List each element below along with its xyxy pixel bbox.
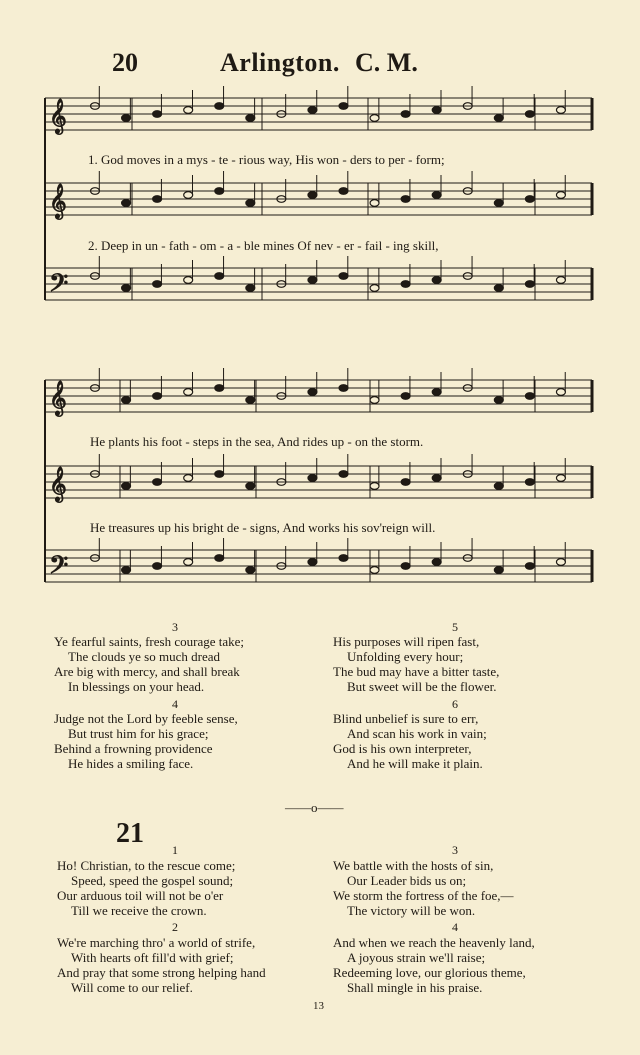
verse-line: Blind unbelief is sure to err, [333,711,479,726]
note-head [494,115,503,122]
note-head [525,281,534,288]
note-head [122,483,131,490]
verse-line: Redeeming love, our glorious theme, [333,965,526,980]
stanza-4 [54,711,238,771]
note-head [246,483,255,490]
note-head [246,567,255,574]
note-head [153,196,162,203]
note-head [525,563,534,570]
verse-line: Unfolding every hour; [347,649,464,664]
verse-line: We battle with the hosts of sin, [333,858,494,873]
note-head [432,559,441,566]
note-head [525,111,534,118]
note-head [525,479,534,486]
stanza-number: 3 [172,620,178,634]
verse-line: We're marching thro' a world of strife, [57,935,256,950]
note-head [153,479,162,486]
note-head [370,115,379,122]
clef-icon: 𝄞 [49,467,67,502]
note-head [153,393,162,400]
lyric-line-1: 1. God moves in a mys - te - rious way, His won - ders to per - form; [88,152,445,167]
note-head [339,103,348,110]
note-head [308,475,317,482]
hymn-number: 20 [112,48,138,77]
note-head [246,397,255,404]
verse-line: And he will make it plain. [347,756,483,771]
lyric-line-2: 2. Deep in un - fath - om - a - ble mines Of nev - er - fail - ing skill, [88,238,439,253]
note-head [339,188,348,195]
note-head [308,389,317,396]
stanza-3 [333,858,514,918]
verse-line: And when we reach the heavenly land, [333,935,535,950]
note-head [246,200,255,207]
note-head [308,107,317,114]
note-head [184,277,193,284]
note-head [184,107,193,114]
verse-line: The bud may have a bitter taste, [333,664,500,679]
verse-line: Are big with mercy, and shall break [54,664,240,679]
clef-icon: 𝄞 [49,184,67,219]
note-head [494,483,503,490]
verse-line: The clouds ye so much dread [68,649,220,664]
stanza-4 [333,935,535,995]
note-head [432,475,441,482]
section-divider: ——o—— [285,800,344,815]
note-head [153,563,162,570]
verse-line: God is his own interpreter, [333,741,472,756]
note-head [246,285,255,292]
note-head [370,483,379,490]
verse-line: Behind a frowning providence [54,741,213,756]
note-head [494,567,503,574]
hymn-21-number: 21 [116,818,144,849]
note-head [432,107,441,114]
stanza-3 [54,634,244,694]
note-head [122,115,131,122]
note-head [401,479,410,486]
verse-line: Our Leader bids us on; [347,873,467,888]
verse-line: Will come to our relief. [71,980,193,995]
note-head [215,188,224,195]
stanza-number: 4 [172,697,178,711]
verse-line: Speed, speed the gospel sound; [71,873,234,888]
note-head [122,285,131,292]
note-head [401,393,410,400]
stanza-number: 2 [172,920,178,934]
verse-line: Ye fearful saints, fresh courage take; [54,634,244,649]
note-head [556,192,565,199]
stanza-6 [333,711,487,771]
note-head [401,111,410,118]
stanza-1 [57,858,235,918]
verse-line: Till we receive the crown. [71,903,207,918]
verse-line: A joyous strain we'll raise; [347,950,486,965]
hymn-title: Arlington. [220,48,340,77]
note-head [556,475,565,482]
lyric-line-3: He plants his foot - steps in the sea, And rides up - on the storm. [90,434,424,449]
note-head [215,555,224,562]
note-head [308,192,317,199]
note-head [184,192,193,199]
verse-line: Judge not the Lord by feeble sense, [54,711,238,726]
verse-line: His purposes will ripen fast, [333,634,480,649]
note-head [556,277,565,284]
note-head [339,385,348,392]
note-head [246,115,255,122]
stanza-2 [57,935,266,995]
note-head [494,200,503,207]
verse-line: Our arduous toil will not be o'er [57,888,224,903]
note-head [556,559,565,566]
note-head [556,107,565,114]
note-head [494,285,503,292]
stanza-number: 3 [452,843,458,857]
note-head [401,281,410,288]
note-head [556,389,565,396]
note-head [122,567,131,574]
note-head [432,277,441,284]
note-head [153,281,162,288]
clef-icon: 𝄢 [49,269,69,304]
stanza-number: 4 [452,920,458,934]
note-head [525,393,534,400]
note-head [215,273,224,280]
note-head [432,389,441,396]
clef-icon: 𝄢 [49,551,69,586]
note-head [122,200,131,207]
verse-line: And pray that some strong helping hand [57,965,266,980]
verse-line: But trust him for his grace; [68,726,209,741]
note-head [308,277,317,284]
note-head [122,397,131,404]
note-head [401,563,410,570]
page-number: 13 [313,1000,324,1012]
hymn-meter: C. M. [355,48,418,77]
note-head [370,567,379,574]
verse-line: He hides a smiling face. [68,756,194,771]
note-head [432,192,441,199]
clef-icon: 𝄞 [49,381,67,416]
note-head [339,555,348,562]
verse-line: In blessings on your head. [68,679,205,694]
clef-icon: 𝄞 [49,99,67,134]
note-head [215,385,224,392]
note-head [184,559,193,566]
lyric-line-4: He treasures up his bright de - signs, And works his sov'reign will. [90,520,436,535]
stanza-number: 1 [172,843,178,857]
note-head [370,200,379,207]
note-head [525,196,534,203]
stanza-number: 6 [452,697,458,711]
note-head [370,397,379,404]
verse-line: Ho! Christian, to the rescue come; [57,858,236,873]
note-head [215,103,224,110]
verse-line: We storm the fortress of the foe,— [333,888,514,903]
stanza-5 [333,634,499,694]
verse-line: The victory will be won. [347,903,476,918]
verse-line: With hearts oft fill'd with grief; [71,950,234,965]
note-head [184,389,193,396]
stanza-number: 5 [452,620,458,634]
note-head [184,475,193,482]
note-head [215,471,224,478]
verse-line: But sweet will be the flower. [347,679,497,694]
verse-line: And scan his work in vain; [347,726,487,741]
note-head [308,559,317,566]
verse-line: Shall mingle in his praise. [347,980,483,995]
note-head [370,285,379,292]
note-head [401,196,410,203]
note-head [339,273,348,280]
note-head [339,471,348,478]
note-head [153,111,162,118]
note-head [494,397,503,404]
